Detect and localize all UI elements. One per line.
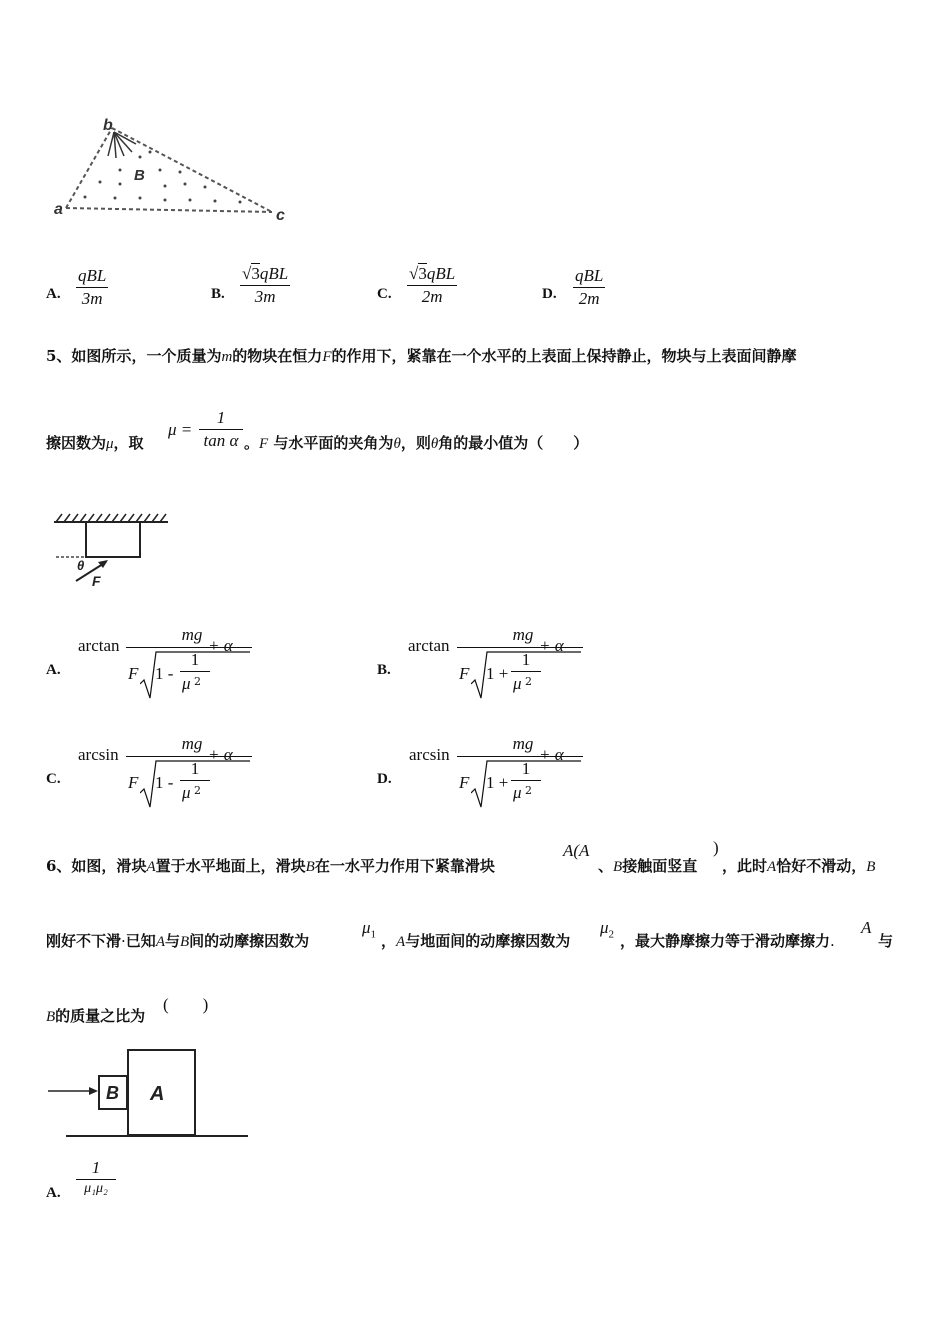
q6-line-1c: ，此时A恰好不滑动，B xyxy=(722,857,876,875)
q5-line-2: 擦因数为μ，取 xyxy=(46,434,144,452)
q5-mu-equals: μ = xyxy=(168,420,193,439)
q5-line-1: 5、如图所示，一个质量为m的物块在恒力F的作用下，紧靠在一个水平的上表面上保持静止，物块与上表面间静摩 xyxy=(46,347,797,365)
fig3-B: B xyxy=(106,1083,119,1103)
q5-option-d-fn: arcsin xyxy=(409,745,450,764)
q6-A5: A xyxy=(861,918,872,937)
q5-option-c[interactable]: C. arcsin mg F 1 - 1 μ 2 + α xyxy=(46,731,276,817)
q6-line-3: B的质量之比为 xyxy=(46,1007,146,1025)
q4-option-d-fraction: qBL 2m xyxy=(575,266,604,308)
q6-answer-blank: ( ) xyxy=(163,995,209,1014)
q4-option-d-label[interactable]: D. xyxy=(542,286,557,302)
q6-mu1: $\mu_1$ xyxy=(362,918,377,941)
q6-line-1a: 6、如图，滑块A置于水平地面上，滑块B在一水平力作用下紧靠滑块 xyxy=(46,857,495,875)
figure-block-ceiling xyxy=(50,510,175,592)
q5-option-b-fn: arctan xyxy=(408,636,450,655)
q4-option-b-fraction: √3qBL 3m xyxy=(242,264,289,306)
fig2-F: F xyxy=(92,573,101,589)
q6-close-paren: ) xyxy=(713,838,719,857)
q5-option-b-den-F: F xyxy=(459,664,470,683)
q5-option-c-den-in: 1 - xyxy=(155,773,174,792)
fig2-theta: θ xyxy=(77,558,85,573)
q6-line-2d: 与 xyxy=(878,932,894,950)
q5-option-c-fn: arcsin xyxy=(78,745,119,764)
q5-option-a-den-in: 1 - xyxy=(155,664,174,683)
q4-option-b-label[interactable]: B. xyxy=(211,286,225,302)
q5-option-a-label: A. xyxy=(46,662,61,678)
q6-line-2b: ，A与地面间的动摩擦因数为 xyxy=(381,932,571,950)
q5-option-b-num: mg xyxy=(512,625,534,644)
q4-option-c-label[interactable]: C. xyxy=(377,286,392,302)
q5-option-d-tail: + α xyxy=(539,745,564,764)
q5-option-b-tail: + α xyxy=(539,636,564,655)
q6-line-2a: 刚好不下滑·已知A与B间的动摩擦因数为 xyxy=(46,932,310,950)
fig1-label-b: b xyxy=(103,117,113,134)
figure-blocks-AB xyxy=(44,1046,254,1144)
q5-option-d-label: D. xyxy=(377,771,392,787)
q6-option-a[interactable] xyxy=(46,1158,136,1210)
q5-option-d-den-in: 1 + xyxy=(486,773,509,792)
q5-option-d[interactable]: D. arcsin mg F 1 + 1 μ 2 + α xyxy=(377,731,607,817)
q5-option-c-label: C. xyxy=(46,771,61,787)
q5-option-c-den-F: F xyxy=(128,773,139,792)
fig3-A: A xyxy=(150,1083,165,1105)
q5-option-a-num: mg xyxy=(181,625,203,644)
fig1-label-c: c xyxy=(276,207,285,224)
q6-line-2c: ，最大静摩擦力等于滑动摩擦力. xyxy=(620,932,835,950)
q5-option-a[interactable]: A. arctan mg F 1 - 1 μ 2 + α xyxy=(46,622,276,708)
q6-option-a-fraction: 1 μ₁μ₂ xyxy=(76,1158,116,1197)
q4-option-c-fraction: √3qBL 2m xyxy=(409,264,456,306)
q5-option-c-tail: + α xyxy=(208,745,233,764)
q4-option-a-label[interactable]: A. xyxy=(46,286,61,302)
q5-option-b[interactable]: B. arctan mg F 1 + 1 μ 2 + α xyxy=(377,622,607,708)
q5-mu-fraction: 1 tan α xyxy=(199,408,243,451)
figure-triangle-field xyxy=(50,112,300,230)
q5-option-a-tail: + α xyxy=(208,636,233,655)
fig1-label-B: B xyxy=(134,167,145,184)
q6-line-1b: 、B接触面竖直 xyxy=(598,857,698,875)
q5-option-d-den-F: F xyxy=(459,773,470,792)
q5-line-2-rest: 。F 与水平面的夹角为θ，则θ角的最小值为（ ） xyxy=(244,434,589,452)
q5-option-b-label: B. xyxy=(377,662,391,678)
q5-option-b-den-in: 1 + xyxy=(486,664,509,683)
q6-mu2: $\mu_2$ xyxy=(600,918,615,941)
q5-option-c-num: mg xyxy=(181,734,203,753)
fig1-label-a: a xyxy=(54,201,63,218)
q6-paren-A: A(A xyxy=(563,841,590,860)
q4-option-a-fraction: qBL 3m xyxy=(78,266,107,308)
q5-option-a-den-F: F xyxy=(128,664,139,683)
q5-option-a-fn: arctan xyxy=(78,636,120,655)
q5-option-d-num: mg xyxy=(512,734,534,753)
q6-option-a-label: A. xyxy=(46,1185,61,1201)
